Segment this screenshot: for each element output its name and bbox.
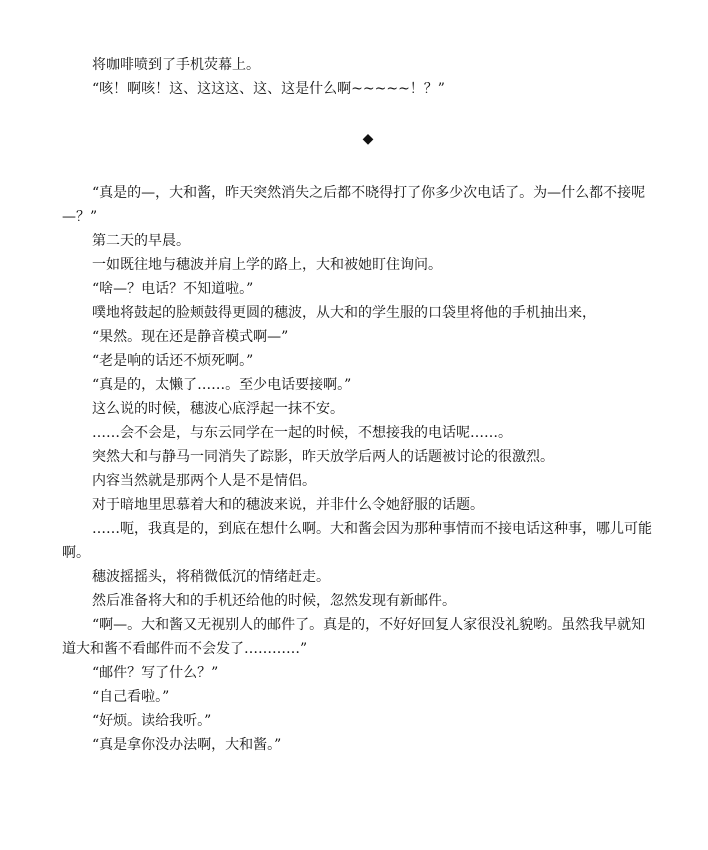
paragraph: “老是响的话还不烦死啊。” <box>92 353 254 369</box>
document-page <box>62 0 652 757</box>
section-divider-diamond: ◆ <box>362 131 374 147</box>
paragraph: “好烦。读给我听。” <box>92 713 212 729</box>
paragraph: “啥—？电话？不知道啦。” <box>92 281 254 297</box>
paragraph: “真是的—，大和酱，昨天突然消失之后都不晓得打了你多少次电话了。为—什么都不接呢—？” <box>62 185 646 225</box>
paragraph: “自己看啦。” <box>92 689 170 705</box>
paragraph: ……会不会是，与东云同学在一起的时候，不想接我的电话呢……。 <box>92 425 512 441</box>
paragraph: “真是的，太懒了……。至少电话要接啊。” <box>92 377 352 393</box>
paragraph: 然后准备将大和的手机还给他的时候，忽然发现有新邮件。 <box>92 593 456 609</box>
paragraph: “邮件？写了什么？” <box>92 665 219 681</box>
paragraph: 第二天的早晨。 <box>92 233 190 249</box>
paragraph: 将咖啡喷到了手机荧幕上。 <box>92 57 260 73</box>
paragraph: 穗波摇摇头，将稍微低沉的情绪赶走。 <box>92 569 330 585</box>
paragraph: 一如既往地与穗波并肩上学的路上，大和被她盯住询问。 <box>92 257 442 273</box>
paragraph: 对于暗地里思慕着大和的穗波来说，并非什么令她舒服的话题。 <box>92 497 484 513</box>
paragraph: 这么说的时候，穗波心底浮起一抹不安。 <box>92 401 344 417</box>
paragraph: “咳！啊咳！这、这这这、这、这是什么啊~~~~~！？” <box>92 81 445 97</box>
paragraph: “啊—。大和酱又无视别人的邮件了。真是的，不好好回复人家很没礼貌哟。虽然我早就知道大和酱不看邮件而不会发了…………” <box>62 617 646 657</box>
paragraph: 噗地将鼓起的脸颊鼓得更圆的穗波，从大和的学生服的口袋里将他的手机抽出来， <box>92 305 596 321</box>
paragraph: 突然大和与静马一同消失了踪影，昨天放学后两人的话题被讨论的很激烈。 <box>92 449 554 465</box>
paragraph: “真是拿你没办法啊，大和酱。” <box>92 737 282 753</box>
paragraph: “果然。现在还是静音模式啊—” <box>92 329 289 345</box>
paragraph: 内容当然就是那两个人是不是情侣。 <box>92 473 316 489</box>
paragraph: ……呃，我真是的，到底在想什么啊。大和酱会因为那种事情而不接电话这种事，哪儿可能啊。 <box>62 521 652 561</box>
